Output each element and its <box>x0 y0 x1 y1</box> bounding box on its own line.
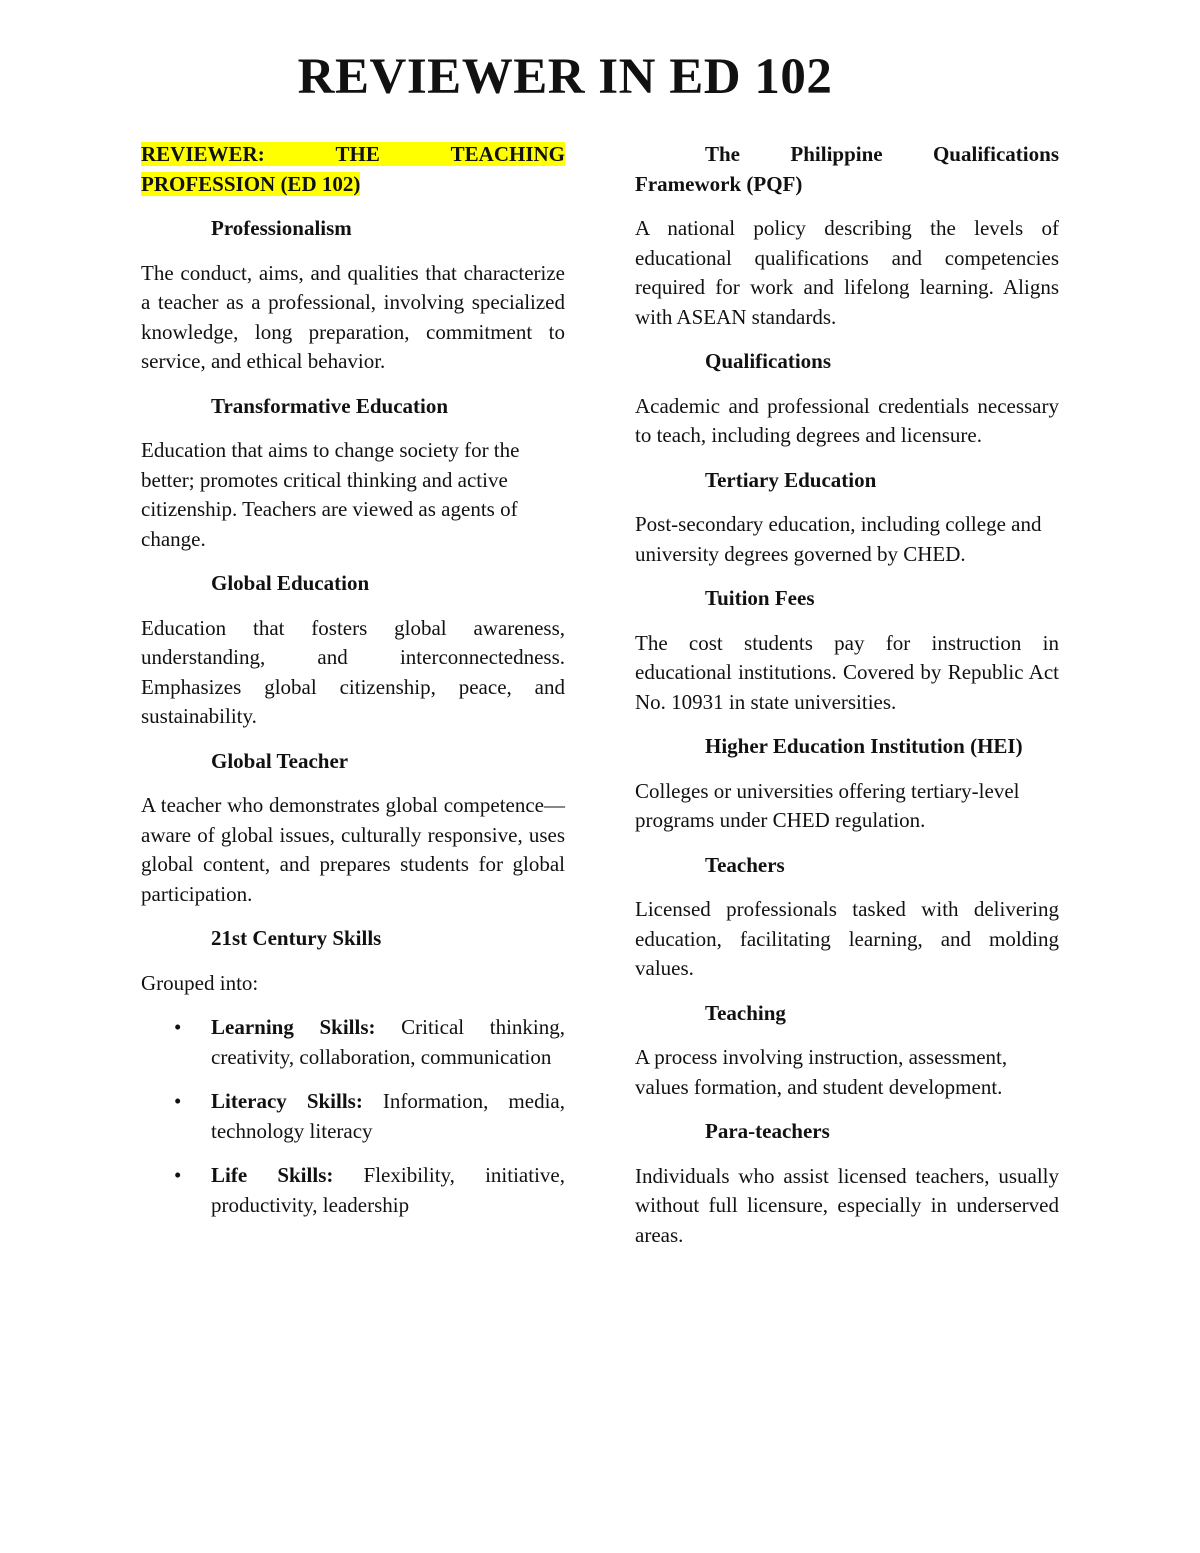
heading-tertiary-education: Tertiary Education <box>705 467 877 492</box>
heading-teachers: Teachers <box>705 852 785 877</box>
heading-professionalism: Professionalism <box>211 216 352 240</box>
left-column <box>141 140 565 1235</box>
heading-para-teachers: Para-teachers <box>705 1119 830 1143</box>
heading-qualifications: Qualifications <box>705 349 832 373</box>
skill-term: Literacy Skills: <box>211 1089 363 1113</box>
bullet-icon: • <box>174 1089 182 1113</box>
text-professionalism: The conduct, aims, and qualities that characterize a teacher as a professional, involving specialized knowledge, long preparation, commitment to service, and ethical behavior. <box>141 260 565 373</box>
skill-description: Information, media, technology literacy <box>211 1089 565 1143</box>
heading-21st-century-skills: 21st Century Skills <box>211 926 382 950</box>
text-global-education: Education that fosters global awareness, understanding, and interconnectedness. Emphasizes global citizenship, peace, and sustainability. <box>141 615 565 728</box>
list-item <box>141 1013 565 1072</box>
heading-global-education: Global Education <box>211 571 370 595</box>
heading-global-teacher: Global Teacher <box>211 748 349 773</box>
heading-transformative-education: Transformative Education <box>211 393 449 418</box>
text-para-teachers: Individuals who assist licensed teachers, usually without full licensure, especially in underserved areas. <box>635 1163 1059 1247</box>
text-tuition-fees: The cost students pay for instruction in educational institutions. Covered by Republic Act No. 10931 in state universities. <box>635 630 1059 714</box>
text-tertiary-education: Post-secondary education, including college and university degrees governed by CHED. <box>635 512 1042 566</box>
text-qualifications: Academic and professional credentials necessary to teach, including degrees and licensure. <box>635 393 1059 447</box>
skill-description: Critical thinking, creativity, collaboration, communication <box>211 1015 565 1069</box>
list-item <box>141 1087 565 1146</box>
bullet-icon: • <box>174 1015 182 1039</box>
skill-term: Life Skills: <box>211 1163 334 1187</box>
list-item <box>141 1161 565 1220</box>
text-transformative-education: Education that aims to change society for the better; promotes critical thinking and active citizenship. Teachers are viewed as agents of change. <box>141 438 520 551</box>
right-column <box>635 140 1059 1265</box>
page-title: REVIEWER IN ED 102 <box>297 49 833 105</box>
skill-description: Flexibility, initiative, productivity, leadership <box>211 1163 565 1217</box>
banner-highlight: REVIEWER: THE TEACHING PROFESSION (ED 102) <box>141 142 565 196</box>
bullet-icon: • <box>174 1163 182 1187</box>
skills-list <box>141 1013 565 1220</box>
text-teachers: Licensed professionals tasked with delivering education, facilitating learning, and molding values. <box>635 897 1059 980</box>
text-hei: Colleges or universities offering tertiary-level programs under CHED regulation. <box>635 778 1020 832</box>
text-teaching: A process involving instruction, assessment, values formation, and student development. <box>635 1045 1008 1099</box>
text-pqf: A national policy describing the levels of educational qualifications and competencies required for work and lifelong learning. Aligns with ASEAN standards. <box>635 216 1059 329</box>
text-global-teacher: A teacher who demonstrates global competence—aware of global issues, culturally responsive, uses global content, and prepares students for global participation. <box>141 793 565 906</box>
heading-tuition-fees: Tuition Fees <box>705 586 815 610</box>
skill-term: Learning Skills: <box>211 1015 376 1039</box>
heading-hei: Higher Education Institution (HEI) <box>705 734 1023 758</box>
banner-heading <box>141 140 565 199</box>
text-skills-intro: Grouped into: <box>141 970 259 995</box>
heading-teaching: Teaching <box>705 1000 786 1025</box>
heading-pqf: The Philippine Qualifications Framework (PQF) <box>635 142 1059 196</box>
